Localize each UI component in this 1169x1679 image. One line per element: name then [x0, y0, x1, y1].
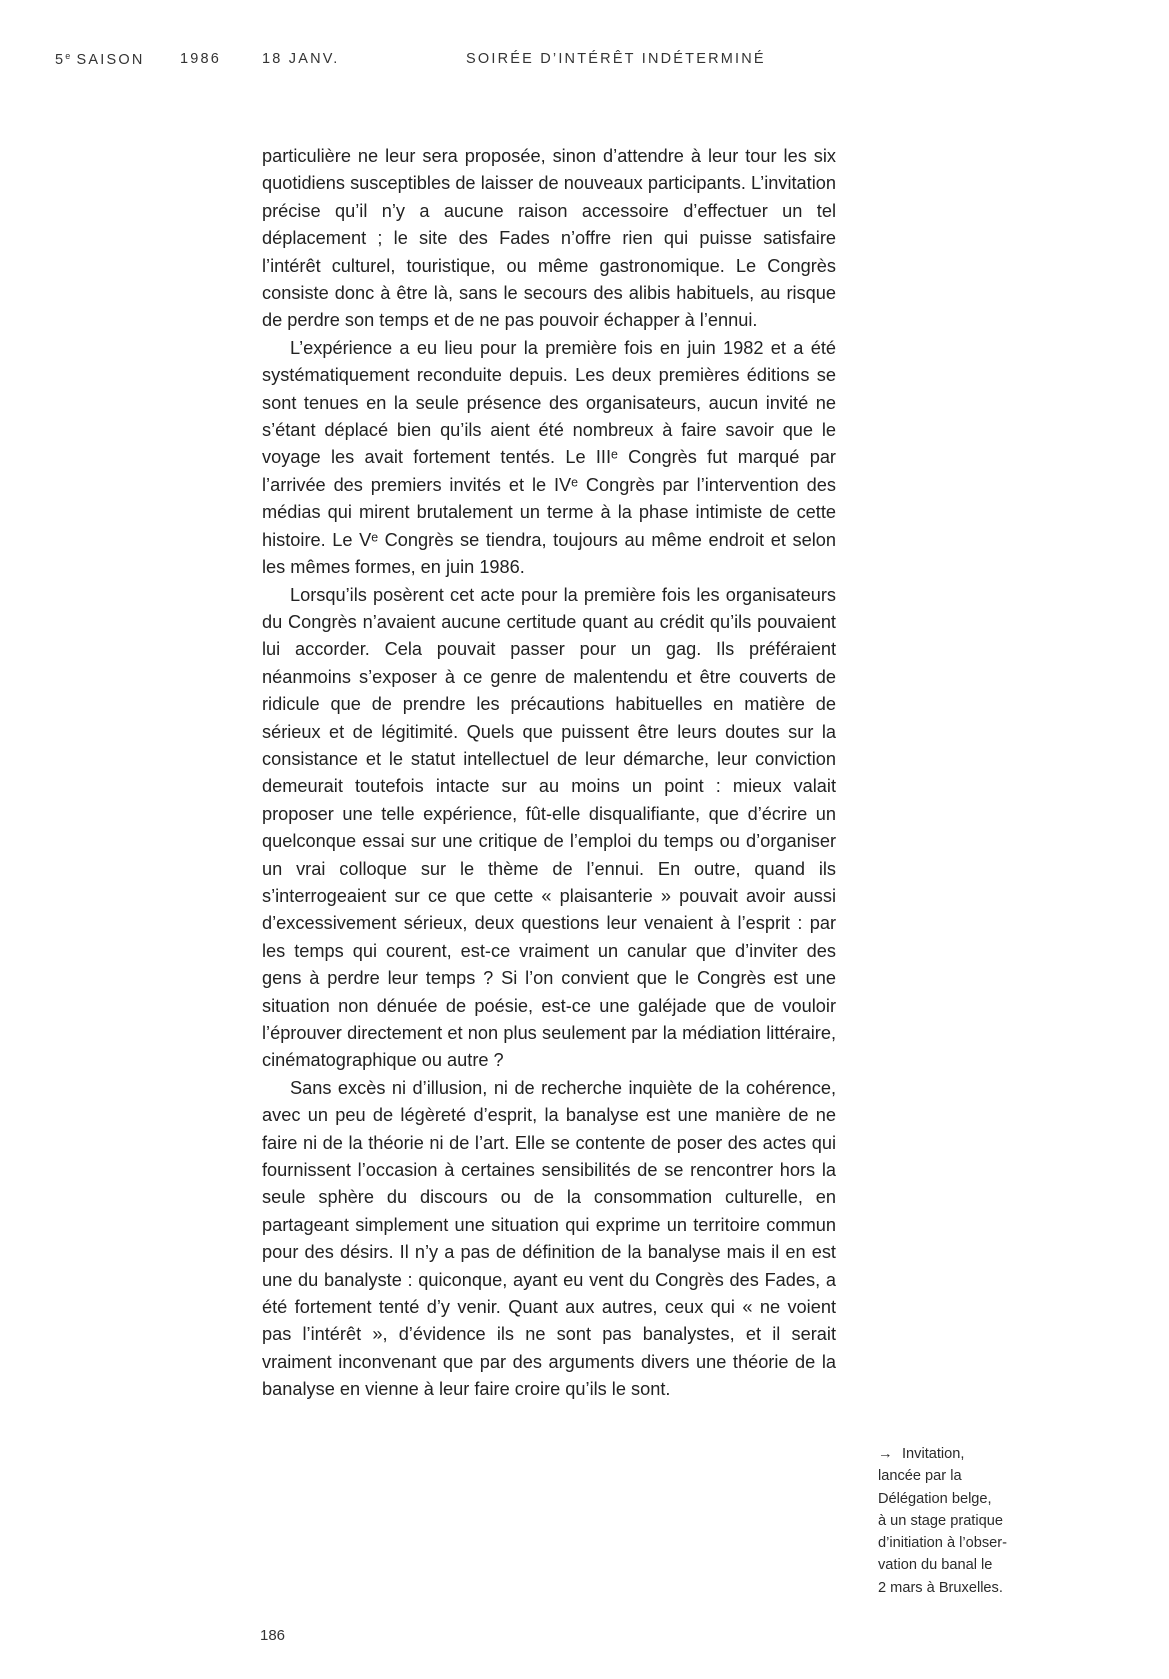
sidenote-line-3: Délégation belge, [878, 1490, 992, 1507]
paragraph-2: L’expérience a eu lieu pour la première fois en juin 1982 et a été systématiquement reconduite depuis. Les deux premières éditions se sont tenues en la seule présence des organisateurs, aucun invité ne s’étant déplacé bien qu’ils aient été nombreux à faire savoir que le voyage les avait fortement tentés. Le IIIᵉ Congrès fut marqué par l’arrivée des premiers invités et le IVᵉ Congrès par l’intervention des médias qui mirent brutalement un terme à la phase intimiste de cette histoire. Le Vᵉ Congrès se tiendra, toujours au même endroit et selon les mêmes formes, en juin 1986. [262, 337, 836, 578]
body-text [262, 143, 836, 1404]
header-season: 5e SAISON [55, 51, 145, 68]
sidenote-line-1: → Invitation, [878, 1443, 1048, 1465]
paragraph-3: Lorsqu’ils posèrent cet acte pour la première fois les organisateurs du Congrès n’avaient aucune certitude quant au crédit qu’ils pouvaient lui accorder. Cela pouvait passer pour un gag. Ils préféraient néanmoins s’exposer à ce genre de malentendu et être couverts de ridicule que de prendre les précautions habituelles en matière de sérieux et de légitimité. Quels que puissent être leurs doutes sur la consistance et le statut intellectuel de leur démarche, leur conviction demeurait toutefois intacte sur au moins un point : mieux valait proposer une telle expérience, fût-elle disqualifiante, que d’écrire un quelconque essai sur une critique de l’emploi du temps ou d’organiser un vrai colloque sur le thème de l’ennui. En outre, quand ils s’interrogeaient sur ce que cette « plaisanterie » pouvait avoir aussi d’excessivement sérieux, deux questions leur venaient à l’esprit : par les temps qui courent, est-ce vraiment un canular que d’inviter des gens à perdre leur temps ? Si l’on convient que le Congrès est une situation non dénuée de poésie, est-ce une galéjade que de vouloir l’éprouver directement et non plus seulement par la médiation littéraire, cinématographique ou autre ? [262, 584, 836, 1071]
paragraph-1: particulière ne leur sera proposée, sinon d’attendre à leur tour les six quotidiens susceptibles de laisser de nouveaux participants. L’invitation précise qu’il n’y a aucune raison accessoire d’effectuer un tel déplacement ; le site des Fades n’offre rien qui puisse satisfaire l’intérêt culturel, touristique, ou même gastronomique. Le Congrès consiste donc à être là, sans le secours des alibis habituels, au risque de perdre son temps et de ne pas pouvoir échapper à l’ennui. [262, 146, 836, 331]
header-year: 1986 [180, 51, 222, 67]
sidenote-line-6: vation du banal le [878, 1557, 993, 1574]
sidenote-line-7: 2 mars à Bruxelles. [878, 1579, 1003, 1596]
sidenote [878, 1443, 1048, 1599]
sidenote-line-2: lancée par la [878, 1468, 962, 1485]
sidenote-line-5: d’initiation à l’obser- [878, 1535, 1007, 1552]
arrow-right-icon: → [878, 1446, 893, 1462]
running-head [0, 51, 1169, 71]
header-title: SOIRÉE D’INTÉRÊT INDÉTERMINÉ [466, 51, 766, 67]
page-number: 186 [260, 1627, 286, 1644]
sidenote-line-4: à un stage pratique [878, 1512, 1003, 1529]
header-date: 18 JANV. [262, 51, 340, 67]
paragraph-4: Sans excès ni d’illusion, ni de recherche inquiète de la cohérence, avec un peu de légèreté d’esprit, la banalyse est une manière de ne faire ni de la théorie ni de l’art. Elle se contente de poser des actes qui fournissent l’occasion à certaines sensibilités de se rencontrer hors la seule sphère du discours ou de la consommation culturelle, en partageant simplement une situation qui exprime un territoire commun pour des désirs. Il n’y a pas de définition de la banalyse mais il en est une du banalyste : quiconque, ayant eu vent du Congrès des Fades, a été fortement tenté d’y venir. Quant aux autres, ceux qui « ne voient pas l’intérêt », d’évidence ils ne sont pas banalystes, et il serait vraiment inconvenant que par des arguments divers une théorie de la banalyse en vienne à leur faire croire qu’ils le sont. [262, 1077, 836, 1400]
